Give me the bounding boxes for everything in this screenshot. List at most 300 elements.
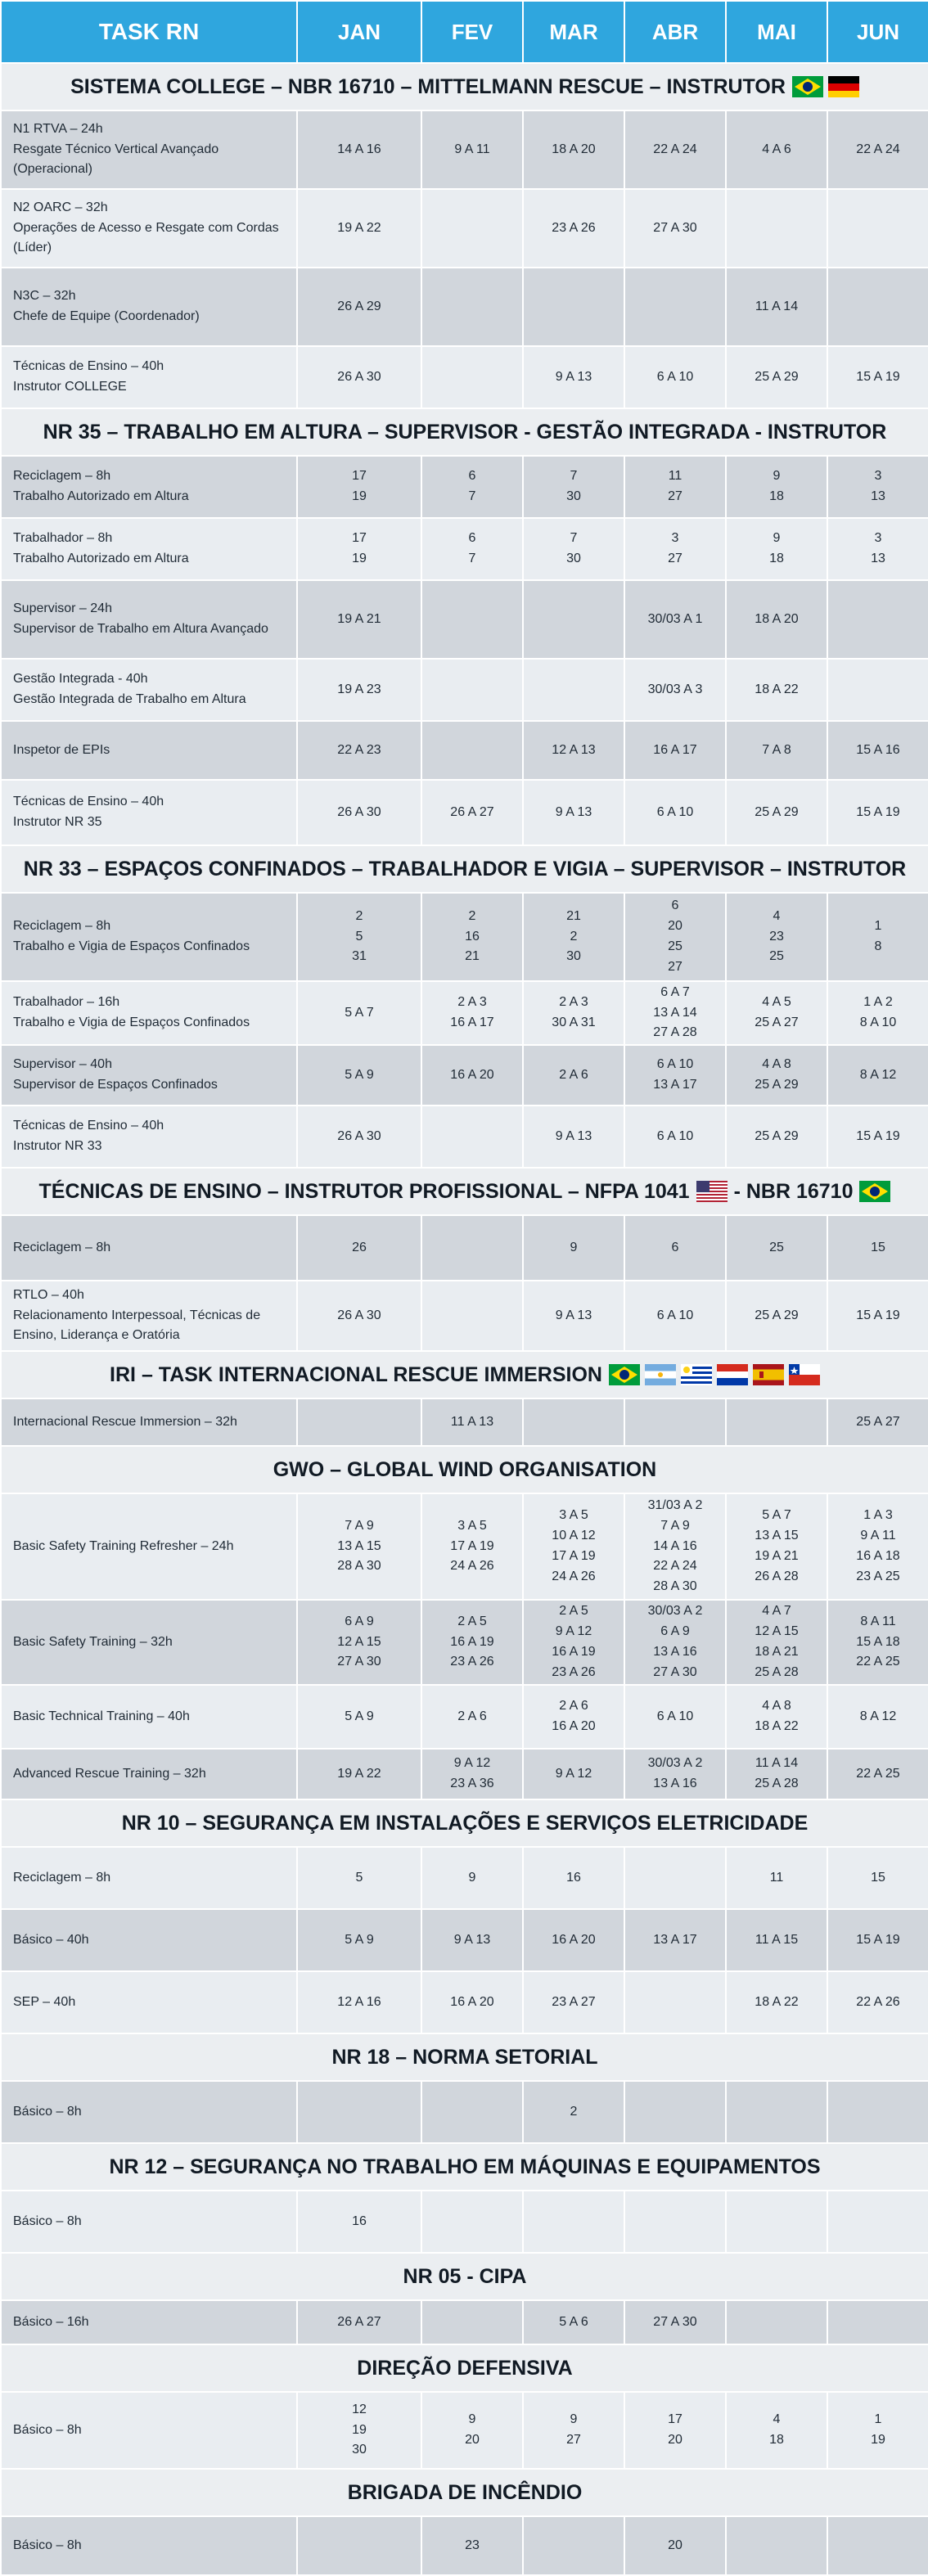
date-range: 14 A 16 <box>653 1538 697 1553</box>
course-title: Reciclagem – 8h <box>13 1240 111 1254</box>
date-cell-jun <box>827 659 928 721</box>
date-range: 9 A 13 <box>555 804 592 819</box>
date-range: 30 <box>566 949 581 964</box>
date-range: 23 A 36 <box>450 1777 494 1790</box>
date-cell-abr <box>624 1493 726 1600</box>
date-cell-jan <box>297 2392 421 2469</box>
date-range: 23 A 26 <box>552 1664 596 1679</box>
date-range: 1 <box>874 919 882 934</box>
date-cell-abr <box>624 1749 726 1799</box>
date-cell-mai <box>726 1909 827 1971</box>
date-cell-fev <box>421 1749 523 1799</box>
date-range: 5 A 9 <box>345 1932 374 1947</box>
date-cell-jan <box>297 1600 421 1685</box>
date-cell-jun <box>827 2300 928 2344</box>
date-range: 27 A 30 <box>653 220 697 235</box>
date-range: 5 A 6 <box>559 2314 588 2329</box>
date-cell-fev <box>421 189 523 268</box>
date-cell-jun <box>827 456 928 518</box>
course-row <box>1 1909 928 1971</box>
date-cell-fev <box>421 1971 523 2033</box>
date-cell-jan <box>297 981 421 1045</box>
date-range: 9 A 12 <box>555 1624 592 1639</box>
course-row <box>1 1281 928 1351</box>
date-range: 16 A 17 <box>653 742 697 757</box>
course-name-cell <box>1 659 297 721</box>
date-range: 12 A 13 <box>552 742 596 757</box>
course-name-cell <box>1 1971 297 2033</box>
date-cell-jun <box>827 1847 928 1909</box>
date-range: 26 A 30 <box>337 1308 381 1322</box>
section-title-wrap <box>43 421 887 444</box>
date-range: 21 <box>566 908 581 923</box>
date-range: 6 <box>468 469 476 484</box>
date-cell-mar <box>523 2516 624 2575</box>
course-row <box>1 1847 928 1909</box>
date-range: 13 <box>871 552 885 565</box>
date-range: 3 <box>874 469 882 484</box>
date-range: 26 A 27 <box>450 804 494 819</box>
date-cell-mai <box>726 721 827 780</box>
course-title: Básico – 16h <box>13 2314 89 2329</box>
date-range: 12 A 15 <box>755 1624 799 1639</box>
date-cell-jun <box>827 981 928 1045</box>
date-cell-mar <box>523 1600 624 1685</box>
section-title: NR 10 – SEGURANÇA EM INSTALAÇÕES E SERVIÇOS ELETRICIDADE <box>121 1811 809 1835</box>
date-cell-fev <box>421 1685 523 1749</box>
section-title-cell <box>1 63 928 110</box>
course-title: SEP – 40h <box>13 1994 76 2009</box>
course-title: Gestão Integrada - 40h <box>13 672 148 687</box>
course-description: Relacionamento Interpessoal, Técnicas de <box>13 1308 261 1322</box>
date-range: 25 A 29 <box>755 369 799 384</box>
course-name-cell <box>1 518 297 580</box>
course-description: Trabalho e Vigia de Espaços Confinados <box>13 939 250 953</box>
date-cell-mai <box>726 346 827 408</box>
date-cell-abr <box>624 1971 726 2033</box>
course-row <box>1 110 928 189</box>
course-name-cell <box>1 893 297 981</box>
date-range: 24 A 26 <box>552 1569 596 1583</box>
course-name-cell <box>1 1106 297 1168</box>
date-cell-jun <box>827 1215 928 1281</box>
date-cell-fev <box>421 268 523 346</box>
course-description: Operações de Acesso e Resgate com Cordas <box>13 220 279 235</box>
course-name-cell <box>1 110 297 189</box>
date-range: 11 <box>668 469 682 484</box>
flag-argentina-icon <box>645 1364 676 1385</box>
date-range: 2 A 3 <box>457 995 487 1010</box>
course-name-cell <box>1 2392 297 2469</box>
section-title-wrap <box>39 1180 891 1204</box>
date-cell-jun <box>827 1685 928 1749</box>
course-description: Supervisor de Trabalho em Altura Avançado <box>13 622 268 636</box>
date-range: 4 <box>773 908 781 923</box>
section-title-wrap <box>122 1812 809 1835</box>
date-cell-abr <box>624 1215 726 1281</box>
section-title-wrap <box>24 858 906 881</box>
date-range: 8 A 11 <box>860 1614 896 1628</box>
course-name-cell <box>1 2516 297 2575</box>
date-range: 23 A 25 <box>856 1569 900 1583</box>
course-row <box>1 1685 928 1749</box>
date-cell-fev <box>421 2392 523 2469</box>
date-range: 15 <box>871 1870 885 1885</box>
section-title: NR 35 – TRABALHO EM ALTURA – SUPERVISOR - GESTÃO INTEGRADA - INSTRUTOR <box>43 420 887 444</box>
date-cell-abr <box>624 2081 726 2143</box>
flag-group <box>859 1181 890 1202</box>
date-range: 9 <box>468 1870 476 1885</box>
date-cell-jun <box>827 780 928 845</box>
course-row <box>1 518 928 580</box>
date-range: 9 <box>570 1240 578 1254</box>
date-range: 2 A 6 <box>457 1709 487 1723</box>
date-range: 23 <box>465 2538 480 2552</box>
course-description: Gestão Integrada de Trabalho em Altura <box>13 692 246 706</box>
date-range: 6 <box>671 1240 679 1254</box>
date-range: 26 A 30 <box>337 804 381 819</box>
date-range: 5 A 9 <box>345 1067 374 1082</box>
section-title-cell <box>1 408 928 456</box>
date-cell-mar <box>523 659 624 721</box>
date-cell-jan <box>297 893 421 981</box>
date-cell-jan <box>297 346 421 408</box>
date-range: 9 A 12 <box>453 1756 491 1771</box>
course-row <box>1 1215 928 1281</box>
date-range: 13 A 16 <box>653 1645 697 1659</box>
date-cell-jun <box>827 1493 928 1600</box>
date-range: 19 <box>871 2433 885 2447</box>
section-title-wrap <box>348 2481 583 2505</box>
date-range: 2 <box>468 908 476 923</box>
date-cell-jun <box>827 189 928 268</box>
date-cell-jan <box>297 780 421 845</box>
date-range: 14 A 16 <box>337 142 381 156</box>
date-range: 16 <box>352 2213 367 2228</box>
section-title-cell <box>1 2033 928 2081</box>
date-cell-mar <box>523 346 624 408</box>
date-cell-fev <box>421 893 523 981</box>
date-range: 13 A 17 <box>653 1078 697 1092</box>
date-range: 22 A 25 <box>856 1766 900 1781</box>
date-range: 16 A 18 <box>856 1549 900 1563</box>
date-cell-jun <box>827 1600 928 1685</box>
section-title-wrap <box>273 1458 657 1482</box>
date-range: 13 A 15 <box>755 1529 799 1543</box>
date-cell-jan <box>297 1749 421 1799</box>
date-range: 7 A 8 <box>762 742 791 757</box>
date-range: 11 A 13 <box>450 1414 494 1429</box>
date-range: 11 <box>769 1870 784 1885</box>
date-range: 3 A 5 <box>559 1508 588 1523</box>
course-title: N1 RTVA – 24h <box>13 121 103 136</box>
course-description: Instrutor COLLEGE <box>13 380 127 394</box>
date-range: 18 A 20 <box>552 142 596 156</box>
date-cell-jan <box>297 1493 421 1600</box>
date-range: 21 <box>465 949 480 964</box>
date-range: 27 <box>566 2433 581 2447</box>
section-title-wrap <box>357 2357 572 2380</box>
date-range: 30 A 31 <box>552 1016 596 1029</box>
section-title: DIREÇÃO DEFENSIVA <box>357 2356 573 2380</box>
date-range: 1 <box>874 2412 882 2427</box>
date-cell-jun <box>827 1971 928 2033</box>
date-range: 4 A 8 <box>762 1699 791 1714</box>
date-range: 9 <box>773 469 781 484</box>
date-cell-mai <box>726 2516 827 2575</box>
date-cell-abr <box>624 268 726 346</box>
date-cell-abr <box>624 893 726 981</box>
date-cell-jun <box>827 580 928 659</box>
date-range: 20 <box>668 2433 682 2447</box>
date-cell-mai <box>726 893 827 981</box>
month-header-abr: ABR <box>624 1 726 63</box>
date-range: 15 A 19 <box>856 1128 900 1143</box>
date-range: 6 A 7 <box>660 984 690 999</box>
date-cell-fev <box>421 1215 523 1281</box>
date-cell-fev <box>421 1847 523 1909</box>
flag-brazil-icon <box>609 1364 640 1385</box>
section-header-row <box>1 408 928 456</box>
date-range: 25 A 27 <box>856 1414 900 1429</box>
month-header-mar: MAR <box>523 1 624 63</box>
date-range: 2 <box>355 908 363 923</box>
date-range: 27 <box>668 959 682 974</box>
date-range: 12 <box>352 2402 367 2416</box>
section-title-cell <box>1 845 928 893</box>
date-range: 4 A 5 <box>762 995 791 1010</box>
date-cell-mar <box>523 1106 624 1168</box>
date-range: 22 A 24 <box>653 142 697 156</box>
date-range: 6 A 10 <box>656 1308 694 1322</box>
date-range: 18 <box>769 2433 784 2447</box>
date-cell-mai <box>726 659 827 721</box>
date-cell-fev <box>421 1398 523 1446</box>
course-description: (Operacional) <box>13 162 92 177</box>
date-range: 30 <box>566 489 581 503</box>
course-name-cell <box>1 1045 297 1106</box>
date-cell-abr <box>624 659 726 721</box>
date-cell-mar <box>523 518 624 580</box>
date-cell-jan <box>297 2081 421 2143</box>
date-cell-jan <box>297 518 421 580</box>
date-cell-jun <box>827 1106 928 1168</box>
date-cell-mar <box>523 2081 624 2143</box>
course-name-cell <box>1 268 297 346</box>
date-range: 3 A 5 <box>457 1518 487 1533</box>
course-name-cell <box>1 2191 297 2253</box>
date-range: 4 A 7 <box>762 1604 791 1619</box>
date-cell-mai <box>726 1600 827 1685</box>
course-description: Chefe de Equipe (Coordenador) <box>13 309 200 323</box>
course-title: N2 OARC – 32h <box>13 200 108 214</box>
date-range: 4 A 6 <box>762 142 791 156</box>
date-range: 20 <box>668 2538 682 2552</box>
date-range: 15 A 19 <box>856 1308 900 1322</box>
section-title-cell <box>1 1799 928 1847</box>
course-row <box>1 2191 928 2253</box>
date-cell-mai <box>726 110 827 189</box>
section-header-row <box>1 2033 928 2081</box>
date-range: 6 A 10 <box>656 1709 694 1723</box>
month-header-fev: FEV <box>421 1 523 63</box>
section-title-cell <box>1 1446 928 1493</box>
course-name-cell <box>1 1600 297 1685</box>
date-range: 28 A 30 <box>653 1579 697 1594</box>
section-title-cell <box>1 2143 928 2191</box>
course-title: Basic Safety Training Refresher – 24h <box>13 1538 234 1553</box>
date-cell-abr <box>624 2392 726 2469</box>
flag-paraguay-icon <box>717 1364 748 1385</box>
course-row <box>1 721 928 780</box>
course-title: N3C – 32h <box>13 289 76 304</box>
date-cell-mai <box>726 2081 827 2143</box>
date-cell-fev <box>421 1045 523 1106</box>
course-row <box>1 2081 928 2143</box>
date-range: 26 A 27 <box>337 2314 381 2329</box>
course-name-cell <box>1 2300 297 2344</box>
date-range: 25 <box>769 1240 784 1254</box>
date-range: 16 A 20 <box>552 1719 596 1733</box>
date-cell-jun <box>827 721 928 780</box>
date-range: 6 A 10 <box>656 804 694 819</box>
date-cell-abr <box>624 2191 726 2253</box>
date-cell-jan <box>297 1045 421 1106</box>
date-range: 9 A 13 <box>555 369 592 384</box>
course-row <box>1 1600 928 1685</box>
course-name-cell <box>1 1493 297 1600</box>
section-title-cell <box>1 1351 928 1398</box>
date-cell-jan <box>297 1685 421 1749</box>
date-cell-mar <box>523 268 624 346</box>
date-range: 18 A 22 <box>755 682 799 696</box>
date-range: 7 A 9 <box>660 1518 690 1533</box>
course-name-cell <box>1 1215 297 1281</box>
section-header-row <box>1 2344 928 2392</box>
date-range: 4 A 8 <box>762 1057 791 1072</box>
course-title: Básico – 8h <box>13 2422 82 2437</box>
date-cell-jan <box>297 1909 421 1971</box>
date-cell-mar <box>523 580 624 659</box>
flag-group <box>792 76 859 97</box>
date-range: 12 A 15 <box>337 1634 381 1649</box>
date-range: 15 A 19 <box>856 369 900 384</box>
date-range: 22 A 25 <box>856 1655 900 1669</box>
date-cell-fev <box>421 721 523 780</box>
date-range: 5 A 9 <box>345 1709 374 1723</box>
date-range: 16 A 20 <box>450 1994 494 2009</box>
date-cell-jan <box>297 580 421 659</box>
date-cell-jun <box>827 346 928 408</box>
flag-chile-icon <box>789 1364 820 1385</box>
section-header-row <box>1 1799 928 1847</box>
date-range: 13 A 17 <box>653 1932 697 1947</box>
date-range: 3 <box>874 531 882 546</box>
date-cell-abr <box>624 456 726 518</box>
date-cell-fev <box>421 2191 523 2253</box>
date-cell-mar <box>523 2300 624 2344</box>
date-range: 16 A 19 <box>450 1634 494 1649</box>
course-row <box>1 893 928 981</box>
course-name-cell <box>1 780 297 845</box>
course-row <box>1 2392 928 2469</box>
date-range: 13 A 14 <box>653 1005 697 1020</box>
course-name-cell <box>1 721 297 780</box>
section-title-cell <box>1 2469 928 2516</box>
date-range: 30/03 A 1 <box>647 611 703 626</box>
month-header-jan: JAN <box>297 1 421 63</box>
date-range: 6 A 10 <box>656 1057 694 1072</box>
date-range: 20 <box>668 919 682 934</box>
date-range: 30 <box>352 2443 367 2457</box>
date-range: 5 A 7 <box>345 1005 374 1020</box>
date-cell-mar <box>523 1909 624 1971</box>
date-range: 7 <box>570 469 578 484</box>
course-row <box>1 346 928 408</box>
date-range: 2 <box>570 929 578 943</box>
date-range: 25 A 29 <box>755 1128 799 1143</box>
date-range: 27 A 30 <box>337 1655 381 1669</box>
date-cell-jan <box>297 2516 421 2575</box>
date-cell-mar <box>523 1045 624 1106</box>
date-range: 15 A 18 <box>856 1634 900 1649</box>
section-header-row <box>1 1168 928 1215</box>
date-cell-mar <box>523 1215 624 1281</box>
date-cell-mai <box>726 1685 827 1749</box>
date-range: 18 <box>769 489 784 503</box>
date-range: 2 A 5 <box>559 1604 588 1619</box>
date-range: 4 <box>773 2412 781 2427</box>
date-range: 5 A 7 <box>762 1508 791 1523</box>
date-cell-jan <box>297 456 421 518</box>
date-cell-jun <box>827 893 928 981</box>
date-cell-mai <box>726 780 827 845</box>
date-range: 25 A 29 <box>755 804 799 819</box>
date-cell-jan <box>297 721 421 780</box>
date-cell-fev <box>421 456 523 518</box>
course-row <box>1 268 928 346</box>
section-title-cell <box>1 1168 928 1215</box>
section-header-row <box>1 2143 928 2191</box>
course-description: Instrutor NR 35 <box>13 815 102 829</box>
date-cell-mai <box>726 1281 827 1351</box>
date-range: 25 A 28 <box>755 1777 799 1790</box>
date-range: 19 A 22 <box>337 1766 381 1781</box>
date-range: 6 <box>468 531 476 546</box>
date-range: 7 A 9 <box>345 1518 374 1533</box>
header-row <box>1 1 928 63</box>
course-title: Básico – 8h <box>13 2213 82 2228</box>
date-cell-mar <box>523 110 624 189</box>
date-cell-abr <box>624 110 726 189</box>
date-range: 23 A 26 <box>552 220 596 235</box>
date-cell-mar <box>523 2392 624 2469</box>
date-cell-mai <box>726 1045 827 1106</box>
course-title: Supervisor – 24h <box>13 601 112 616</box>
course-row <box>1 580 928 659</box>
course-title: Técnicas de Ensino – 40h <box>13 359 164 374</box>
date-cell-fev <box>421 1600 523 1685</box>
date-cell-mai <box>726 2392 827 2469</box>
date-range: 9 A 12 <box>555 1766 592 1781</box>
date-cell-mai <box>726 1847 827 1909</box>
section-title-wrap <box>331 2046 597 2069</box>
date-range: 10 A 12 <box>552 1529 596 1543</box>
date-cell-jun <box>827 1909 928 1971</box>
course-title: Reciclagem – 8h <box>13 1870 111 1885</box>
date-range: 23 A 27 <box>552 1994 596 2009</box>
date-range: 27 <box>668 489 682 503</box>
